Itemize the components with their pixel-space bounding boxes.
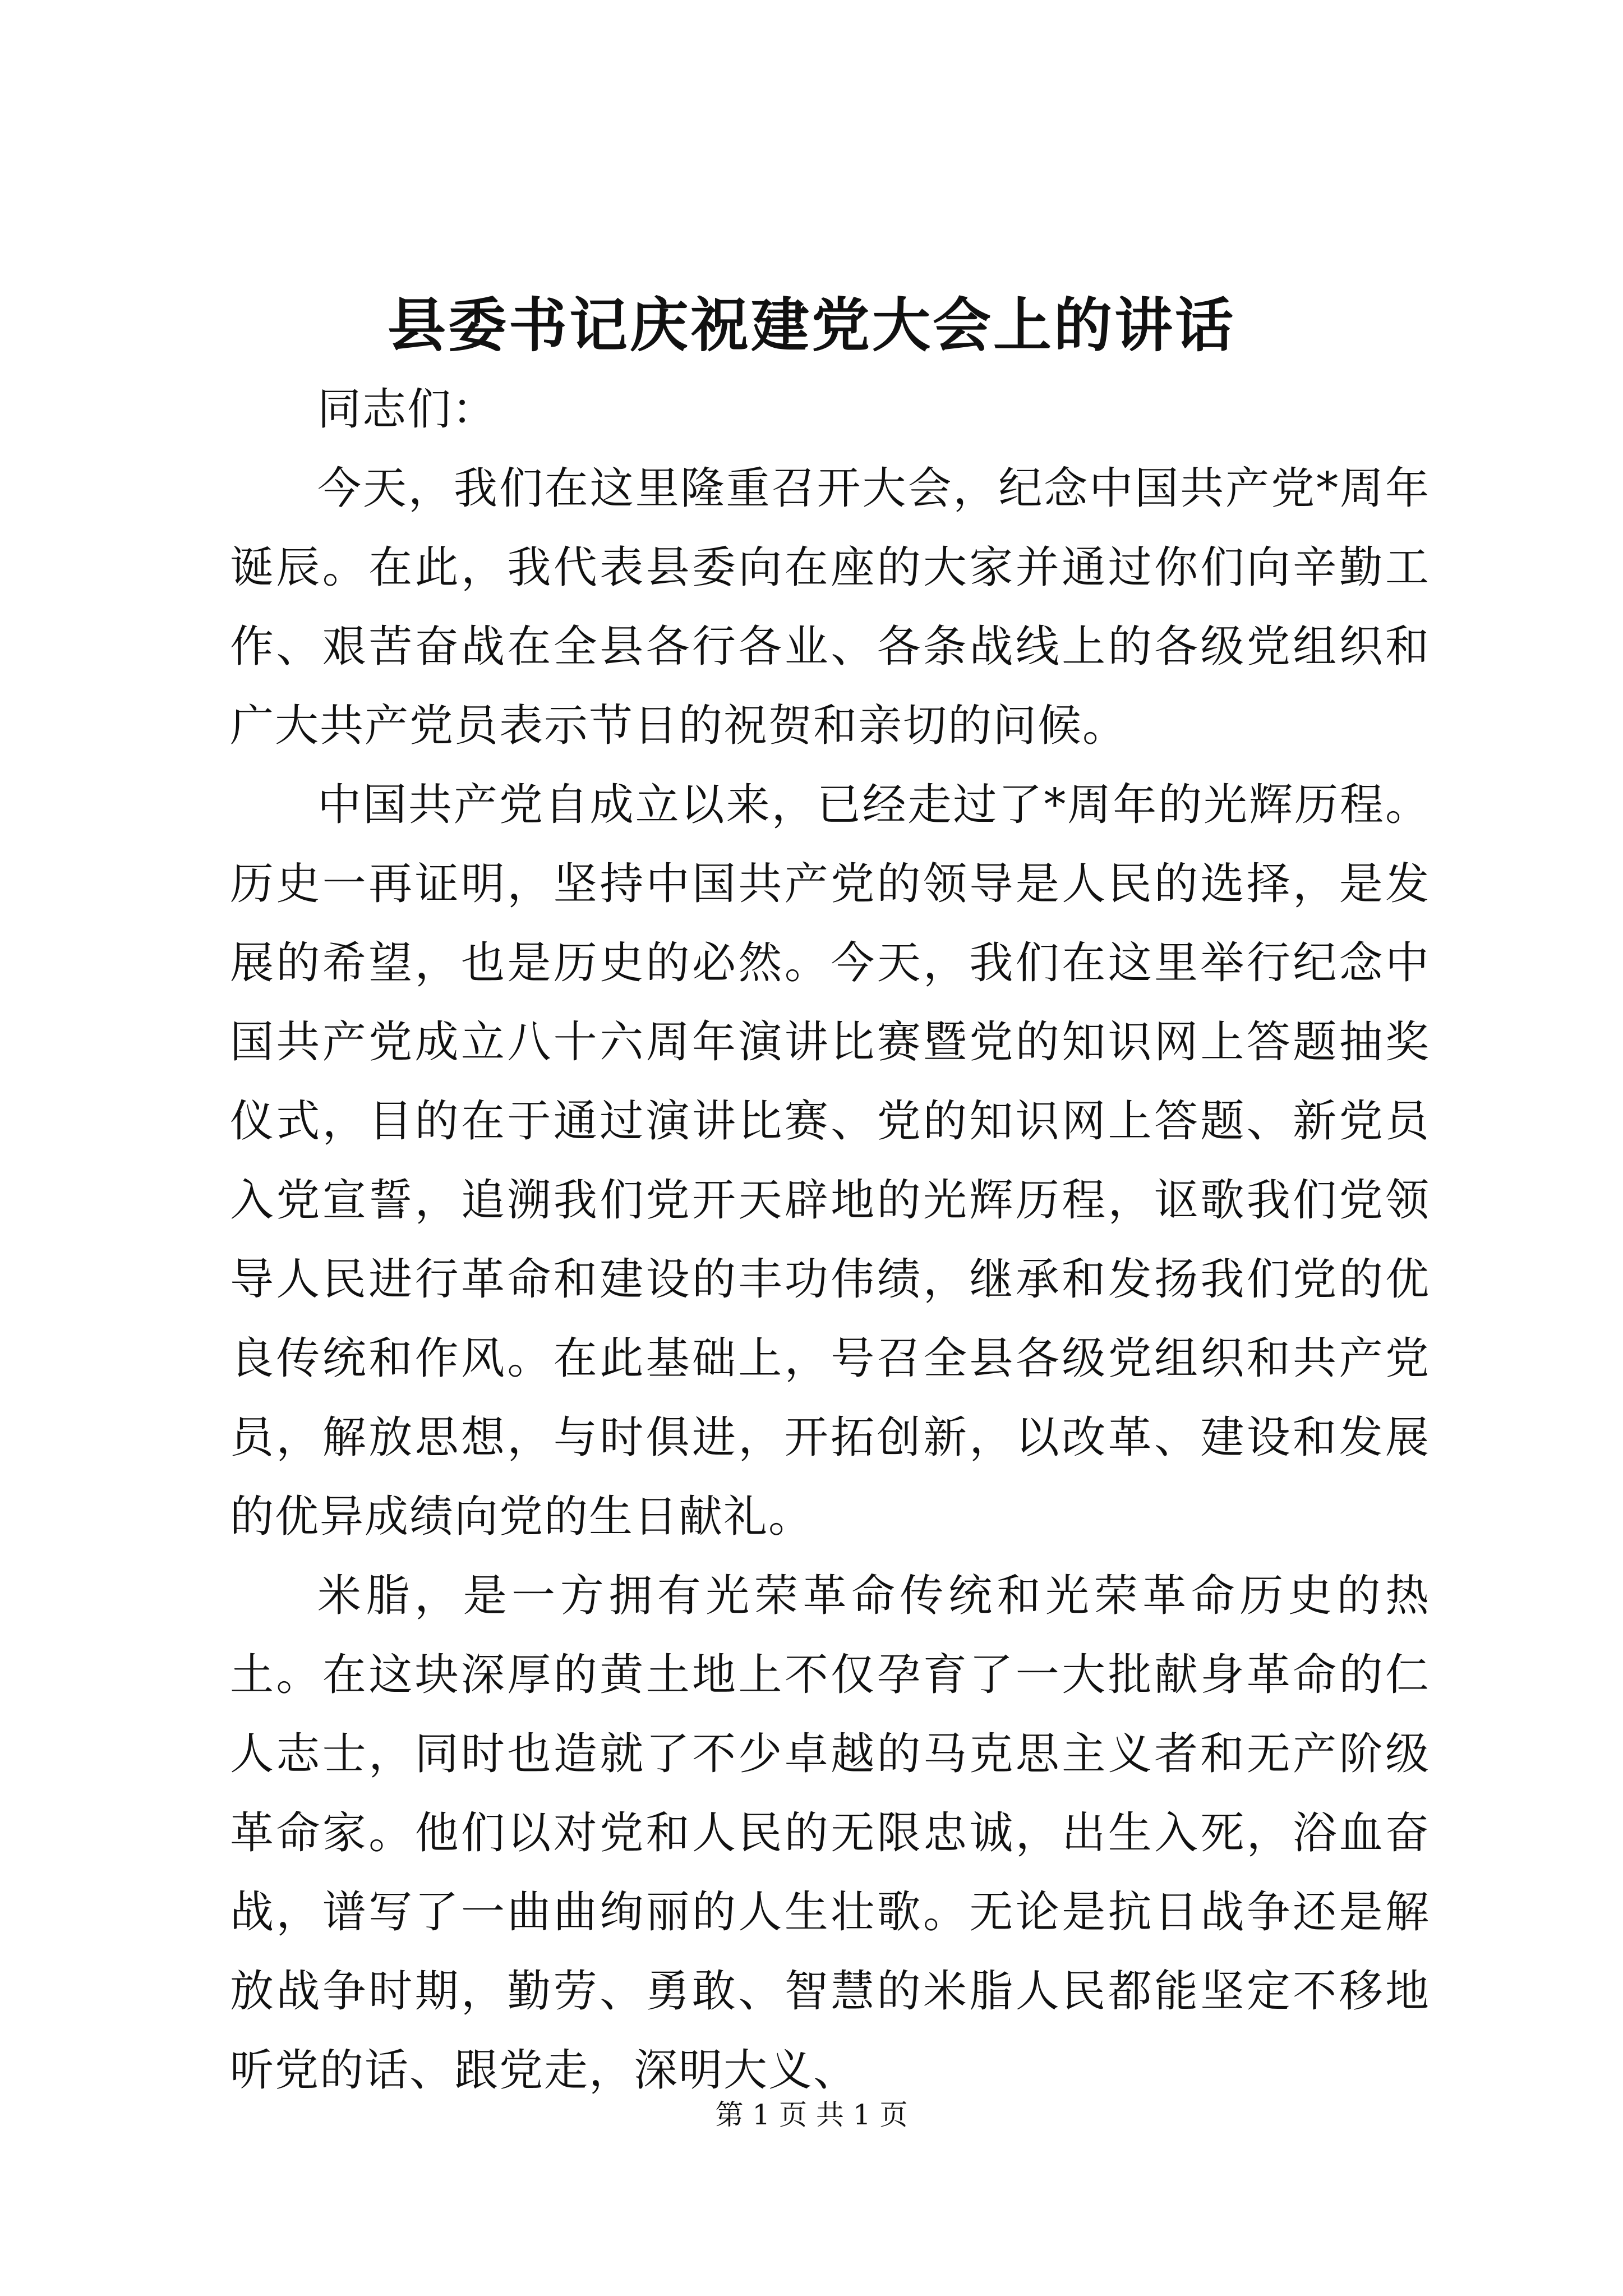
salutation-paragraph: 同志们：	[317, 384, 497, 435]
body-paragraph: 米脂，是一方拥有光荣革命传统和光荣革命历史的热土。在这块深厚的黄土地上不仅孕育了一大批献身革命的仁人志士，同时也造就了不少卓越的马克思主义者和无产阶级革命家。他们以对党和人民的无限忠诚，出生入死，浴血奋战，谱写了一曲曲绚丽的人生壮歌。无论是抗日战争还是解放战争时期，勤劳、勇敢、智慧的米脂人民都能坚定不移地听党的话、跟党走，深明大义、	[230, 1571, 1430, 2096]
body-paragraph: 中国共产党自成立以来，已经走过了*周年的光辉历程。历史一再证明，坚持中国共产党的领导是人民的选择，是发展的希望，也是历史的必然。今天，我们在这里举行纪念中国共产党成立八十六周年演讲比赛暨党的知识网上答题抽奖仪式，目的在于通过演讲比赛、党的知识网上答题、新党员入党宣誓，追溯我们党开天辟地的光辉历程，讴歌我们党领导人民进行革命和建设的丰功伟绩，继承和发扬我们党的优良传统和作风。在此基础上，号召全县各级党组织和共产党员，解放思想，与时俱进，开拓创新，以改革、建设和发展的优异成绩向党的生日献礼。	[230, 780, 1430, 1542]
document-body	[230, 370, 1430, 2110]
document-title: 县委书记庆祝建党大会上的讲话	[387, 291, 1235, 360]
body-paragraph: 今天，我们在这里隆重召开大会，纪念中国共产党*周年诞辰。在此，我代表县委向在座的大家并通过你们向辛勤工作、艰苦奋战在全县各行各业、各条战线上的各级党组织和广大共产党员表示节日的祝贺和亲切的问候。	[230, 463, 1430, 751]
page-footer: 第 1 页 共 1 页	[715, 2099, 908, 2131]
